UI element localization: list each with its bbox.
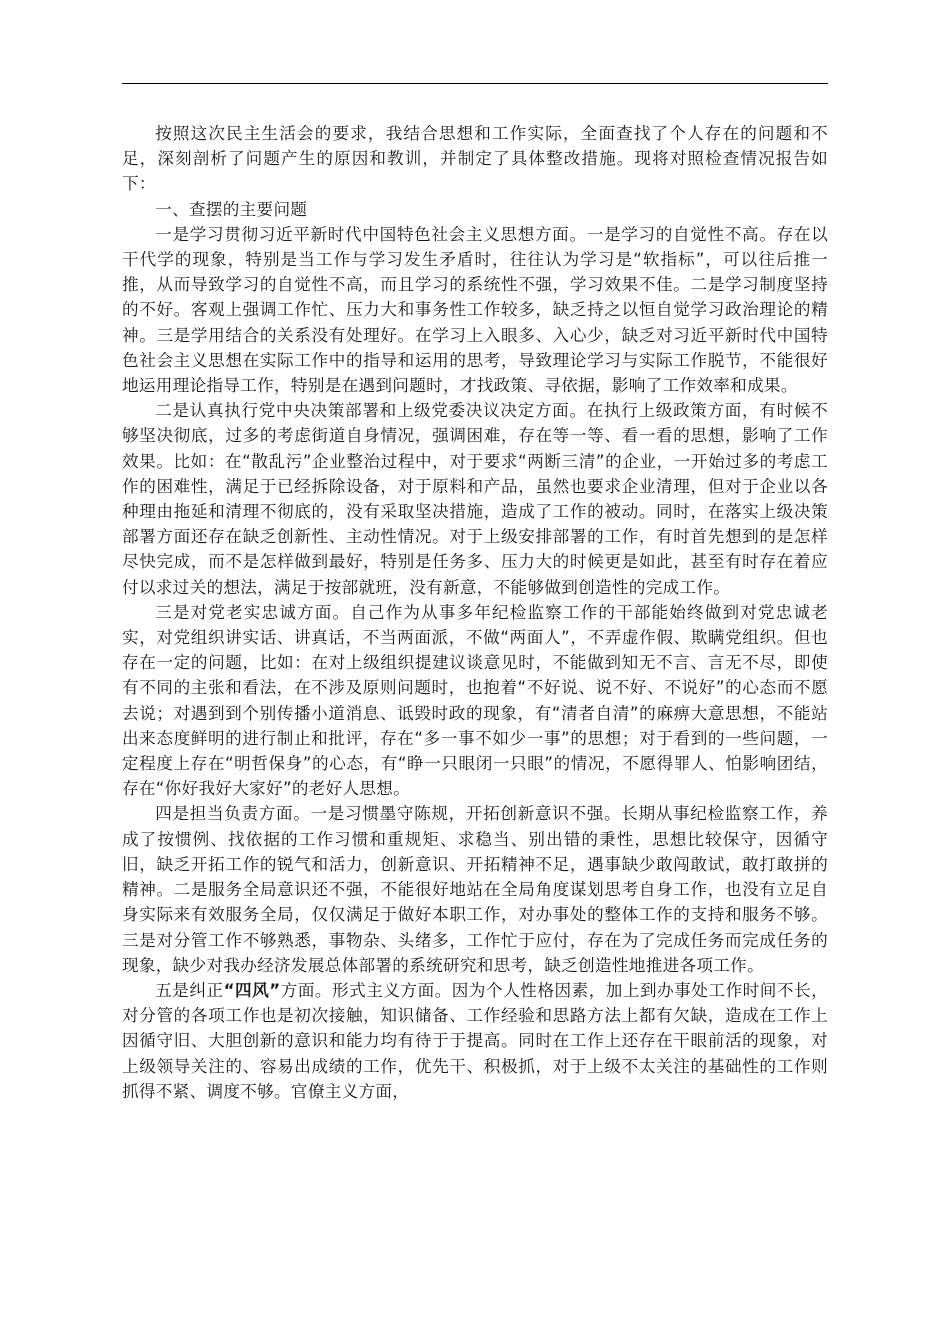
paragraph-loyalty: 三是对党老实忠诚方面。自己作为从事多年纪检监察工作的干部能始终做到对党忠诚老实，对党组织讲实话、讲真话，不当两面派，不做“两面人”，不弄虚作假、欺瞒党组织。但也存在一定的问题，比如：在对上级组织提建议谈意见时，不能做到知无不言、言无不尽，即使有不同的主张和看法，在不涉及原则问题时，也抱着“不好说、说不好、不说好”的心态而不愿去说；对遇到到个别传播小道消息、诋毁时政的现象，有“清者自清”的麻痹大意思想，不能站出来态度鲜明的进行制止和批评，存在“多一事不如少一事”的思想；对于看到的一些问题，一定程度上存在“明哲保身”的心态，有“睁一只眼闭一只眼”的情况，不愿得罪人、怕影响团结，存在“你好我好大家好”的老好人思想。 xyxy=(122,602,828,799)
paragraph-study: 一是学习贯彻习近平新时代中国特色社会主义思想方面。一是学习的自觉性不高。存在以干代学的现象，特别是当工作与学习发生矛盾时，往往认为学习是“软指标”，可以往后推一推，从而导致学习的自觉性不高，而且学习的系统性不强，学习效果不佳。二是学习制度坚持的不好。客观上强调工作忙、压力大和事务性工作较多，缺乏持之以恒自觉学习政治理论的精神。三是学用结合的关系没有处理好。在学习上入眼多、入心少，缺乏对习近平新时代中国特色社会主义思想在实际工作中的指导和运用的思考，导致理论学习与实际工作脱节，不能很好地运用理论指导工作，特别是在遇到问题时，才找政策、寻依据，影响了工作效率和成果。 xyxy=(122,224,828,396)
section-heading: 一、查摆的主要问题 xyxy=(155,199,308,219)
paragraph-four-winds-body: 方面。形式主义方面。因为个人性格因素，加上到办事处工作时间不长，对分管的各项工作也是初次接触，知识储备、工作经验和思路方法上都有欠缺，造成在工作上因循守旧、大胆创新的意识和能力均有待于于提高。同时在工作上还存在干眼前活的现象，对上级领导关注的、容易出成绩的工作，优先干、积极抓，对于上级不太关注的基础性的工作则抓得不紧、调度不够。官僚主义方面， xyxy=(122,980,829,1101)
four-winds-term: “四风” xyxy=(223,980,281,1000)
paragraph-four-winds xyxy=(122,978,828,1104)
intro-paragraph: 按照这次民主生活会的要求，我结合思想和工作实际，全面查找了个人存在的问题和不足，深刻剖析了问题产生的原因和教训，并制定了具体整改措施。现将对照检查情况报告如下： xyxy=(122,124,828,194)
paragraph-execution: 二是认真执行党中央决策部署和上级党委决议决定方面。在执行上级政策方面，有时候不够坚决彻底，过多的考虑街道自身情况，强调困难，存在等一等、看一看的思想，影响了工作效果。比如：在“散乱污”企业整治过程中，对于要求“两断三清”的企业，一开始过多的考虑工作的困难性，满足于已经拆除设备，对于原料和产品，虽然也要求企业清理，但对于企业以各种理由拖延和清理不彻底的，没有采取坚决措施，造成了工作的被动。同时，在落实上级决策部署方面还存在缺乏创新性、主动性情况。对于上级安排部署的工作，有时首先想到的是怎样尽快完成，而不是怎样做到最好，特别是任务多、压力大的时候更是如此，甚至有时存在着应付以求过关的想法，满足于按部就班，没有新意，不能够做到创造性的完成工作。 xyxy=(122,401,828,597)
paragraph-four-winds-lead: 五是纠正 xyxy=(155,980,224,1000)
header-rule xyxy=(122,83,828,84)
paragraph-responsibility: 四是担当负责方面。一是习惯墨守陈规，开拓创新意识不强。长期从事纪检监察工作，养成了按惯例、找依据的工作习惯和重规矩、求稳当、别出错的秉性，思想比较保守，因循守旧，缺乏开拓工作的锐气和活力，创新意识、开拓精神不足，遇事缺少敢闯敢试，敢打敢拼的精神。二是服务全局意识还不强，不能很好地站在全局角度谋划思考自身工作，也没有立足自身实际来有效服务全局，仅仅满足于做好本职工作，对办事处的整体工作的支持和服务不够。三是对分管工作不够熟悉，事物杂、头绪多，工作忙于应付，存在为了完成任务而完成任务的现象，缺少对我办经济发展总体部署的系统研究和思考，缺乏创造性地推进各项工作。 xyxy=(122,804,828,975)
document-body xyxy=(122,121,828,1104)
